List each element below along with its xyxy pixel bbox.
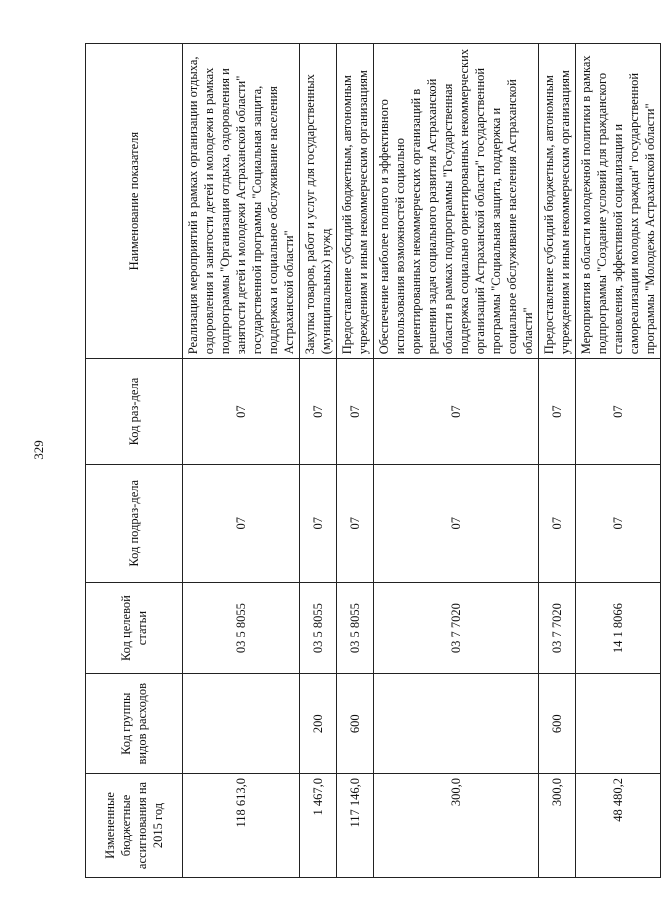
- cell-subsection-code: 07: [183, 464, 300, 582]
- header-sum: Измененные бюджетные ассигнования на 2015 год: [86, 773, 183, 877]
- cell-target-code: 14 1 8066: [576, 582, 661, 674]
- table-row: [374, 44, 539, 878]
- cell-target-code: 03 5 8055: [300, 582, 337, 674]
- cell-target-code: 03 5 8055: [337, 582, 374, 674]
- budget-table-rotated: [85, 43, 657, 878]
- table-row: [576, 44, 661, 878]
- cell-subsection-code: 07: [337, 464, 374, 582]
- cell-sum: 300,0: [374, 773, 539, 877]
- cell-sum: 1 467,0: [300, 773, 337, 877]
- cell-target-code: 03 7 7020: [374, 582, 539, 674]
- cell-subsection-code: 07: [576, 464, 661, 582]
- cell-expense-group: [374, 674, 539, 773]
- cell-subsection-code: 07: [374, 464, 539, 582]
- cell-expense-group: [576, 674, 661, 773]
- cell-target-code: 03 5 8055: [183, 582, 300, 674]
- cell-expense-group: 200: [300, 674, 337, 773]
- header-expense-group: Код группы видов расходов: [86, 674, 183, 773]
- header-section-code: Код раз-дела: [86, 359, 183, 465]
- table-row: [300, 44, 337, 878]
- cell-expense-group: 600: [337, 674, 374, 773]
- cell-indicator-name: Обеспечение наиболее полного и эффективного использования возможностей социально ориентированных некоммерческих организаций в решении задач социального развития Астраханской области в рамках подпрограммы "Государственная поддержка социально ориентированных некоммерческих организаций Астраханской области" государственной программы "Социальная защита, поддержка и социальное обслуживание населения Астраханской области": [374, 44, 539, 359]
- header-subsection-code: Код подраз-дела: [86, 464, 183, 582]
- cell-indicator-name: Мероприятия в области молодежной политики в рамках подпрограммы "Создание условий для гражданского становления, эффективной социализации и самореализации молодых граждан" государственной программы "Молодежь Астраханской области": [576, 44, 661, 359]
- header-target-code: Код целевой статьи: [86, 582, 183, 674]
- cell-indicator-name: Предоставление субсидий бюджетным, автономным учреждениям и иным некоммерческим организациям: [539, 44, 576, 359]
- header-row: [86, 44, 183, 878]
- header-indicator-name: Наименование показателя: [86, 44, 183, 359]
- cell-indicator-name: Реализация мероприятий в рамках организации отдыха, оздоровления и занятости детей и молодежи в рамках подпрограммы "Организация отдыха, оздоровления и занятости детей и молодежи Астраханской области" государственной программы "Социальная защита, поддержка и социальное обслуживание населения Астраханской области": [183, 44, 300, 359]
- cell-expense-group: [183, 674, 300, 773]
- cell-expense-group: 600: [539, 674, 576, 773]
- budget-table: [85, 43, 661, 878]
- cell-subsection-code: 07: [300, 464, 337, 582]
- table-row: [183, 44, 300, 878]
- cell-indicator-name: Предоставление субсидий бюджетным, автономным учреждениям и иным некоммерческим организациям: [337, 44, 374, 359]
- table-row: [337, 44, 374, 878]
- cell-sum: 117 146,0: [337, 773, 374, 877]
- cell-section-code: 07: [183, 359, 300, 465]
- cell-sum: 300,0: [539, 773, 576, 877]
- cell-indicator-name: Закупка товаров, работ и услуг для государственных (муниципальных) нужд: [300, 44, 337, 359]
- cell-section-code: 07: [576, 359, 661, 465]
- cell-section-code: 07: [539, 359, 576, 465]
- cell-section-code: 07: [300, 359, 337, 465]
- table-row: [539, 44, 576, 878]
- cell-section-code: 07: [374, 359, 539, 465]
- cell-sum: 48 480,2: [576, 773, 661, 877]
- cell-sum: 118 613,0: [183, 773, 300, 877]
- cell-target-code: 03 7 7020: [539, 582, 576, 674]
- cell-subsection-code: 07: [539, 464, 576, 582]
- cell-section-code: 07: [337, 359, 374, 465]
- page-number: 329: [31, 440, 46, 460]
